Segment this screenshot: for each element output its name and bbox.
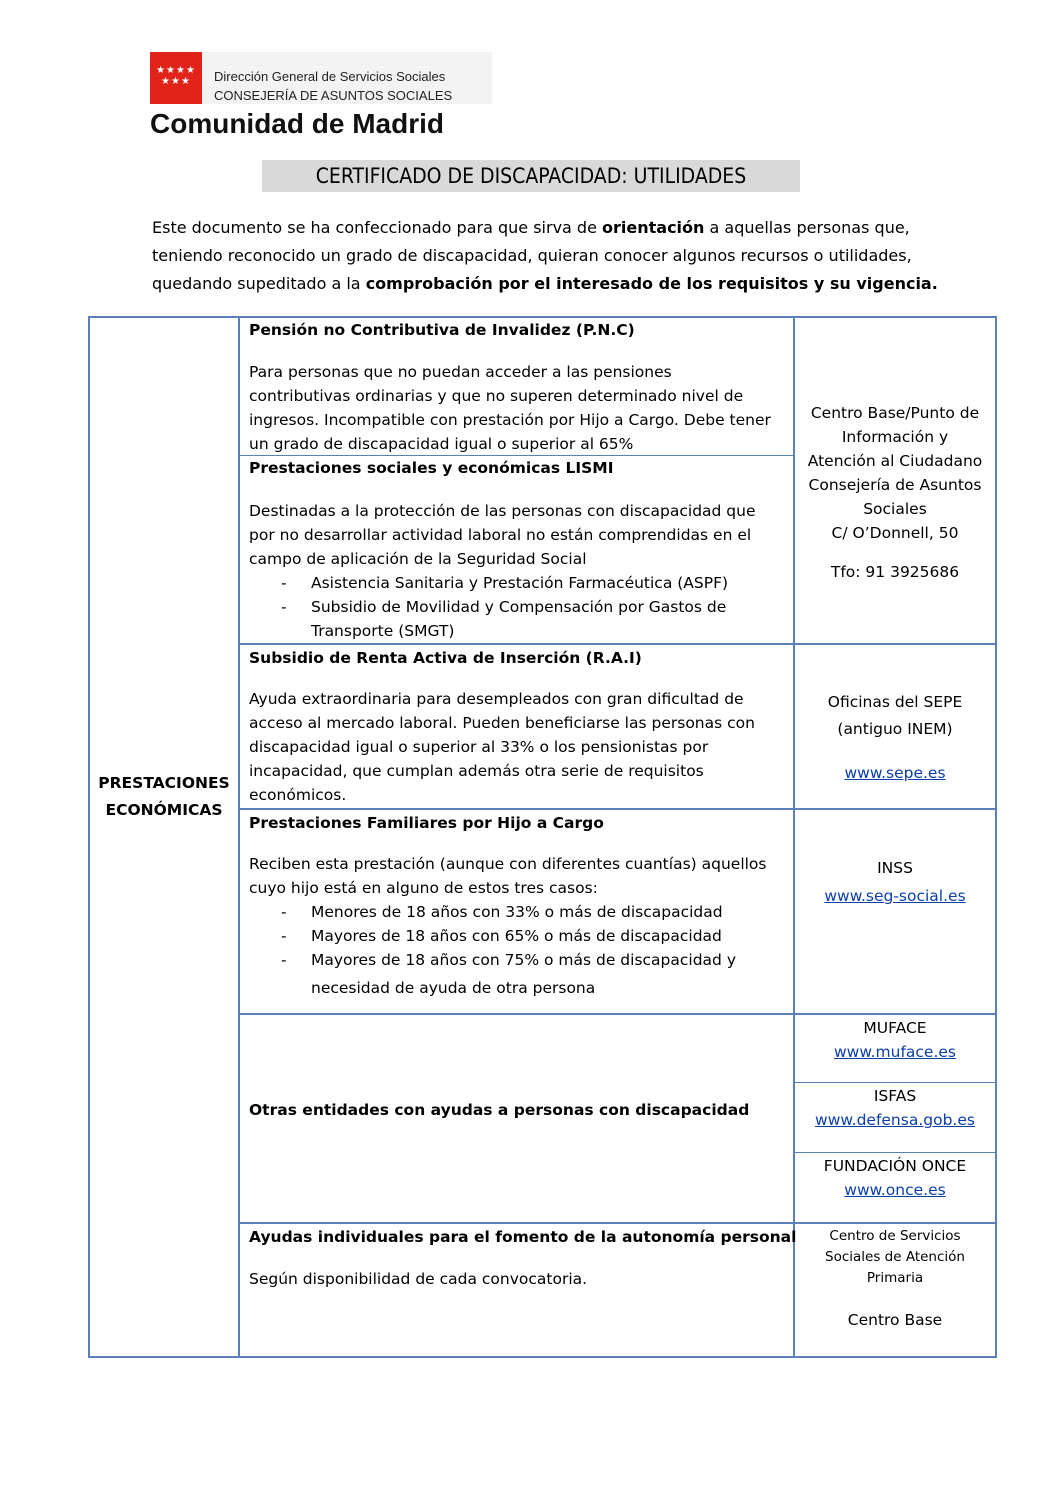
table-border — [795, 1082, 997, 1083]
dash-bullet-icon: - — [281, 951, 287, 969]
dash-bullet-icon: - — [281, 574, 287, 592]
lismi-description — [249, 499, 756, 643]
intro-text: quedando supeditado a la — [152, 274, 366, 293]
dash-bullet-icon: - — [281, 598, 287, 616]
flag-stars-row2: ★★★ — [161, 76, 191, 87]
text-line: un grado de discapacidad igual o superior al 65% — [249, 435, 634, 453]
intro-text: Este documento se ha confeccionado para que sirva de — [152, 218, 603, 237]
bullet-text: Menores de 18 años con 33% o más de discapacidad — [311, 903, 723, 921]
bullet-item — [249, 976, 767, 1000]
entity-name: MUFACE — [863, 1019, 927, 1037]
table-border — [238, 1013, 997, 1015]
rai-title: Subsidio de Renta Activa de Inserción (R.A.I) — [249, 649, 642, 667]
muface-contact — [795, 1016, 995, 1064]
org-name: Comunidad de Madrid — [150, 108, 444, 139]
seg-social-link[interactable]: www.seg-social.es — [824, 887, 966, 905]
rai-description — [249, 687, 755, 807]
contact-line: Consejería de Asuntos — [808, 476, 982, 494]
text-line: económicos. — [249, 786, 347, 804]
table-border — [238, 1222, 997, 1224]
bullet-text: Transporte (SMGT) — [311, 622, 455, 640]
table-border — [238, 643, 997, 645]
otras-title: Otras entidades con ayudas a personas con discapacidad — [249, 1101, 750, 1119]
intro-line-1 — [152, 216, 910, 240]
bullet-item — [249, 595, 756, 619]
text-line: Reciben esta prestación (aunque con diferentes cuantías) aquellos — [249, 855, 767, 873]
bullet-text: Mayores de 18 años con 75% o más de discapacidad y — [311, 951, 736, 969]
hijo-title: Prestaciones Familiares por Hijo a Cargo — [249, 814, 604, 832]
text-line: discapacidad igual o superior al 33% o los pensionistas por — [249, 738, 709, 756]
sepe-contact — [795, 690, 995, 785]
table-border — [88, 1356, 997, 1358]
pnc-description — [249, 360, 771, 456]
servicios-sociales-contact — [795, 1226, 995, 1289]
table-border — [238, 316, 240, 1358]
once-contact — [795, 1154, 995, 1202]
contact-line: Atención al Ciudadano — [807, 452, 983, 470]
intro-emphasis: comprobación por el interesado de los requisitos y su vigencia. — [365, 274, 938, 293]
category-label — [90, 771, 238, 822]
bullet-item — [249, 924, 767, 948]
table-border — [238, 808, 997, 810]
dash-bullet-icon: - — [281, 903, 287, 921]
intro-text: a aquellas personas que, — [704, 218, 910, 237]
text-line: Para personas que no puedan acceder a las pensiones — [249, 363, 672, 381]
text-line: cuyo hijo está en alguno de estos tres casos: — [249, 879, 598, 897]
contact-line: Primaria — [866, 1270, 924, 1286]
text-line: Destinadas a la protección de las personas con discapacidad que — [249, 502, 756, 520]
bullet-item — [249, 571, 756, 595]
category-line: PRESTACIONES — [98, 774, 230, 792]
contact-line: C/ O’Donnell, 50 — [831, 524, 959, 542]
document-title: CERTIFICADO DE DISCAPACIDAD: UTILIDADES — [262, 160, 800, 192]
once-link[interactable]: www.once.es — [844, 1181, 946, 1199]
centro-base-contact-2: Centro Base — [847, 1311, 943, 1329]
contact-line: INSS — [877, 859, 913, 877]
contact-line: Centro Base/Punto de — [810, 404, 980, 422]
isfas-contact — [795, 1084, 995, 1132]
category-line: ECONÓMICAS — [105, 801, 223, 819]
bullet-text: Subsidio de Movilidad y Compensación por Gastos de — [311, 598, 727, 616]
muface-link[interactable]: www.muface.es — [833, 1043, 956, 1061]
contact-line: Centro de Servicios — [829, 1228, 961, 1244]
bullet-text: Mayores de 18 años con 65% o más de discapacidad — [311, 927, 722, 945]
madrid-flag-logo — [150, 52, 202, 104]
contact-line: (antiguo INEM) — [837, 720, 953, 738]
contact-line: Información y — [841, 428, 949, 446]
intro-line-2: teniendo reconocido un grado de discapacidad, quieran conocer algunos recursos o utilidades, — [152, 246, 912, 265]
org-ministry: CONSEJERÍA DE ASUNTOS SOCIALES — [214, 88, 453, 103]
centro-base-contact — [795, 401, 995, 584]
hijo-description — [249, 852, 767, 1000]
intro-emphasis: orientación — [602, 218, 705, 237]
contact-line: Sociales de Atención — [825, 1249, 965, 1265]
sepe-link[interactable]: www.sepe.es — [844, 764, 946, 782]
bullet-text: necesidad de ayuda de otra persona — [311, 979, 596, 997]
contact-line: Sociales — [863, 500, 927, 518]
bullet-text: Asistencia Sanitaria y Prestación Farmacéutica (ASPF) — [311, 574, 729, 592]
ayudas-description: Según disponibilidad de cada convocatoria. — [249, 1270, 588, 1288]
pnc-title: Pensión no Contributiva de Invalidez (P.N.C) — [249, 321, 635, 339]
org-department: Dirección General de Servicios Sociales — [214, 69, 446, 84]
bullet-item — [249, 900, 767, 924]
text-line: Ayuda extraordinaria para desempleados con gran dificultad de — [249, 690, 744, 708]
entity-name: ISFAS — [873, 1087, 917, 1105]
text-line: por no desarrollar actividad laboral no están comprendidas en el — [249, 526, 752, 544]
contact-line: Oficinas del SEPE — [827, 693, 963, 711]
bullet-item — [249, 948, 767, 972]
bullet-item — [249, 619, 756, 643]
text-line: campo de aplicación de la Seguridad Social — [249, 550, 587, 568]
inss-contact — [795, 856, 995, 908]
ayudas-title: Ayudas individuales para el fomento de la autonomía personal — [249, 1228, 797, 1246]
text-line: ingresos. Incompatible con prestación por Hijo a Cargo. Debe tener — [249, 411, 771, 429]
text-line: incapacidad, que cumplan además otra serie de requisitos — [249, 762, 704, 780]
table-border — [995, 316, 997, 1358]
defensa-link[interactable]: www.defensa.gob.es — [815, 1111, 975, 1129]
lismi-title: Prestaciones sociales y económicas LISMI — [249, 459, 614, 477]
flag-stars-row1: ★★★★ — [156, 65, 196, 76]
text-line: acceso al mercado laboral. Pueden beneficiarse las personas con — [249, 714, 755, 732]
table-border — [88, 316, 90, 1358]
intro-line-3 — [152, 272, 938, 296]
contact-phone: Tfo: 91 3925686 — [830, 563, 960, 581]
table-border — [795, 1152, 997, 1153]
text-line: contributivas ordinarias y que no superen determinado nivel de — [249, 387, 744, 405]
entity-name: FUNDACIÓN ONCE — [823, 1157, 967, 1175]
dash-bullet-icon: - — [281, 927, 287, 945]
